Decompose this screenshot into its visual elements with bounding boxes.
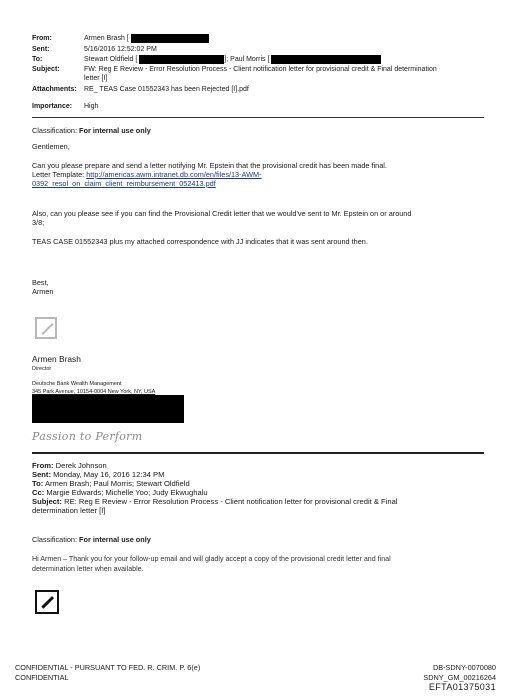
fwd-cc-value: Margie Edwards; Michelle Yoo; Judy Ekwughalu	[44, 488, 208, 497]
sent-label: Sent:	[32, 46, 50, 53]
header-to-row	[32, 55, 381, 64]
fwd-cc-label: Cc:	[32, 488, 45, 497]
fwd-from-value: Derek Johnson	[53, 461, 107, 470]
importance-label: Importance:	[32, 103, 73, 110]
template-label: Letter Template:	[32, 170, 87, 179]
fwd-subject-row	[32, 497, 398, 506]
classification-prefix: Classification:	[32, 126, 80, 135]
fwd-classification-value: For internal use only	[79, 535, 151, 544]
slogan: Passion to Perform	[32, 430, 143, 443]
paragraph-2-cont: 3/8;	[32, 218, 45, 227]
fwd-to-label: To:	[32, 479, 44, 488]
fwd-to-row	[32, 479, 190, 488]
paragraph-2: Also, can you please see if you can find the Provisional Credit letter that we would've sent to Mr. Epstein on or around	[32, 209, 412, 218]
forward-divider	[32, 452, 484, 454]
signature-name: Armen Brash	[32, 354, 81, 364]
header-sent-row	[32, 45, 157, 54]
attachment-file: RE_ TEAS Case 01552343 has been Rejected [I].pdf	[84, 86, 249, 93]
header-from-row	[32, 34, 209, 43]
footer-confidential-1: CONFIDENTIAL - PURSUANT TO FED. R. CRIM. P. 6(e)	[15, 663, 201, 672]
closing-name: Armen	[32, 287, 54, 296]
subject-value: FW: Reg E Review - Error Resolution Process - Client notification letter for provisional credit & Final determination	[84, 66, 437, 73]
fwd-from-row	[32, 461, 107, 470]
importance-value: High	[84, 103, 99, 110]
fwd-sent-row	[32, 470, 164, 479]
fwd-cc-row	[32, 488, 208, 497]
header-subject-row	[32, 65, 437, 74]
fwd-sent-value: Monday, May 16, 2016 12:34 PM	[50, 470, 165, 479]
classification-line	[32, 126, 151, 135]
to-value: Stewart Oldfield [	[84, 56, 138, 63]
signature-address: 345 Park Avenue, 10154-0004 New York, NY, USA	[32, 389, 156, 395]
classification-value: For internal use only	[79, 126, 151, 135]
fwd-subject-label: Subject:	[32, 497, 62, 506]
closing: Best,	[32, 278, 49, 287]
fwd-subject-cont: determination letter [I]	[32, 506, 106, 515]
header-divider	[32, 117, 484, 118]
subject-value-2: letter [I]	[84, 75, 108, 82]
redaction-box	[271, 55, 381, 64]
greeting: Gentlemen,	[32, 142, 70, 151]
fwd-classification-line	[32, 535, 151, 544]
footer-confidential-2: CONFIDENTIAL	[15, 673, 69, 682]
subject-label: Subject:	[32, 66, 60, 73]
to-label: To:	[32, 56, 43, 63]
letter-template-line	[32, 170, 262, 179]
from-value: Armen Brash [	[84, 35, 129, 42]
template-link-cont[interactable]: 0392_resol_on_claim_client_reimbursement_052413.pdf	[32, 179, 216, 188]
from-label: From:	[32, 35, 52, 42]
template-link[interactable]: http://americas.awm.intranet.db.com/en/files/13-AWM-	[86, 170, 262, 179]
redaction-box	[32, 395, 184, 423]
attachments-label: Attachments:	[32, 86, 77, 93]
fwd-sent-label: Sent:	[32, 470, 51, 479]
header-subject-row-2	[84, 74, 107, 83]
signature-company: Deutsche Bank Wealth Management	[32, 381, 122, 387]
footer-bates-1: DB-SDNY-0070080	[432, 663, 496, 672]
signature-title: Director	[32, 366, 52, 372]
paragraph-1: Can you please prepare and send a letter notifying Mr. Epstein that the provisional credit has been made final.	[32, 161, 387, 170]
to-value-2: ]; Paul Morris [	[224, 56, 270, 63]
fwd-body: Hi Armen – Thank you for your follow-up email and will gladly accept a copy of the provisional credit letter and final	[32, 555, 391, 563]
header-importance-row	[32, 102, 98, 111]
redaction-box	[131, 34, 209, 43]
header-attachments-row	[32, 85, 249, 94]
footer-bates-2: SDNY_GM_00216264	[423, 673, 496, 682]
fwd-classification-prefix: Classification:	[32, 535, 80, 544]
fwd-body-cont: determination letter when available.	[32, 565, 144, 573]
deutsche-bank-logo-icon	[35, 317, 57, 339]
redaction-box	[139, 55, 224, 64]
paragraph-3: TEAS CASE 01552343 plus my attached correspondence with JJ indicates that it was sent around then.	[32, 237, 368, 246]
fwd-to-value: Armen Brash; Paul Morris; Stewart Oldfield	[43, 479, 190, 488]
deutsche-bank-logo-icon	[35, 590, 59, 614]
fwd-subject-value: RE: Reg E Review - Error Resolution Process - Client notification letter for provisional credit & Final	[61, 497, 398, 506]
fwd-from-label: From:	[32, 461, 54, 470]
sent-value: 5/16/2016 12:52:02 PM	[84, 46, 157, 53]
footer-efta-number: EFTA01375031	[428, 682, 496, 692]
